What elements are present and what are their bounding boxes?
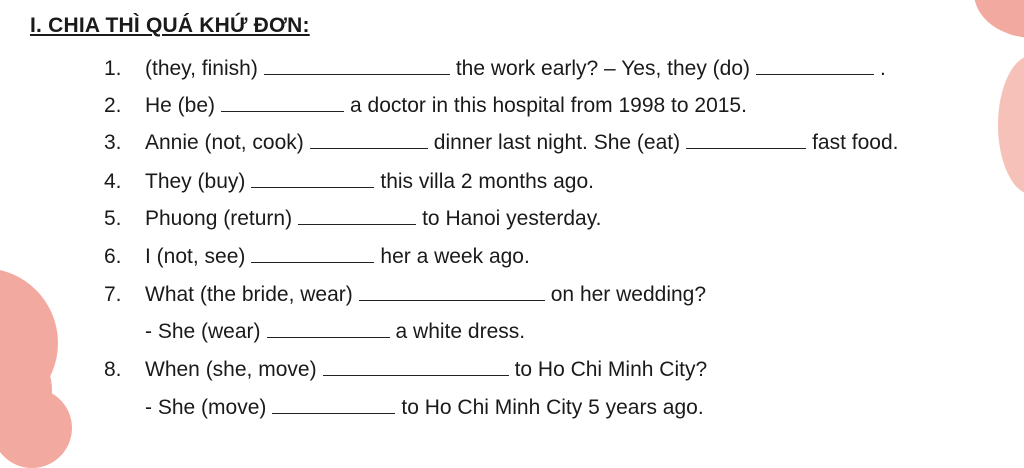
answer-blank[interactable] <box>310 132 428 149</box>
answer-blank[interactable] <box>251 246 374 263</box>
question-prompt: He (be) <box>145 94 216 117</box>
question-prompt: They (buy) <box>145 170 246 193</box>
answer-blank[interactable] <box>756 58 874 75</box>
question-text: dinner last night. She (eat) <box>433 131 681 154</box>
question-number: 7. <box>104 283 122 306</box>
question-number: 2. <box>104 94 122 117</box>
question-text: a doctor in this hospital from 1998 to 2015. <box>350 94 747 117</box>
answer-blank[interactable] <box>359 284 545 301</box>
question-number: 3. <box>104 131 122 154</box>
answer-blank[interactable] <box>267 321 390 338</box>
question-text: on her wedding? <box>550 283 707 306</box>
answer-blank[interactable] <box>686 132 806 149</box>
question-text: this villa 2 months ago. <box>380 170 594 193</box>
question-prompt: What (the bride, wear) <box>145 283 353 306</box>
question-text: to Hanoi yesterday. <box>422 207 602 230</box>
question-text: to Ho Chi Minh City 5 years ago. <box>401 396 704 419</box>
question-number: 6. <box>104 245 122 268</box>
question-number: 4. <box>104 170 122 193</box>
question-prompt: (they, finish) <box>145 57 258 80</box>
answer-blank[interactable] <box>221 95 344 112</box>
decorative-blob <box>974 0 1024 38</box>
question-prompt: - She (wear) <box>145 320 261 343</box>
question-number: 1. <box>104 57 122 80</box>
question-text: . <box>880 57 886 80</box>
question-text: a white dress. <box>395 320 526 343</box>
question-prompt: When (she, move) <box>145 358 317 381</box>
answer-blank[interactable] <box>251 171 374 188</box>
question-text: her a week ago. <box>380 245 530 268</box>
question-text: to Ho Chi Minh City? <box>514 358 708 381</box>
question-prompt: - She (move) <box>145 396 267 419</box>
question-prompt: Annie (not, cook) <box>145 131 304 154</box>
answer-blank[interactable] <box>272 397 395 414</box>
question-number: 8. <box>104 358 122 381</box>
decorative-blob <box>998 55 1024 195</box>
question-text: the work early? – Yes, they (do) <box>455 57 750 80</box>
decorative-blob <box>0 388 72 468</box>
answer-blank[interactable] <box>323 359 509 376</box>
question-text: fast food. <box>812 131 899 154</box>
exercise-heading: I. CHIA THÌ QUÁ KHỨ ĐƠN: <box>30 14 310 37</box>
question-prompt: I (not, see) <box>145 245 246 268</box>
question-number: 5. <box>104 207 122 230</box>
answer-blank[interactable] <box>264 58 450 75</box>
question-prompt: Phuong (return) <box>145 207 293 230</box>
answer-blank[interactable] <box>298 208 416 225</box>
